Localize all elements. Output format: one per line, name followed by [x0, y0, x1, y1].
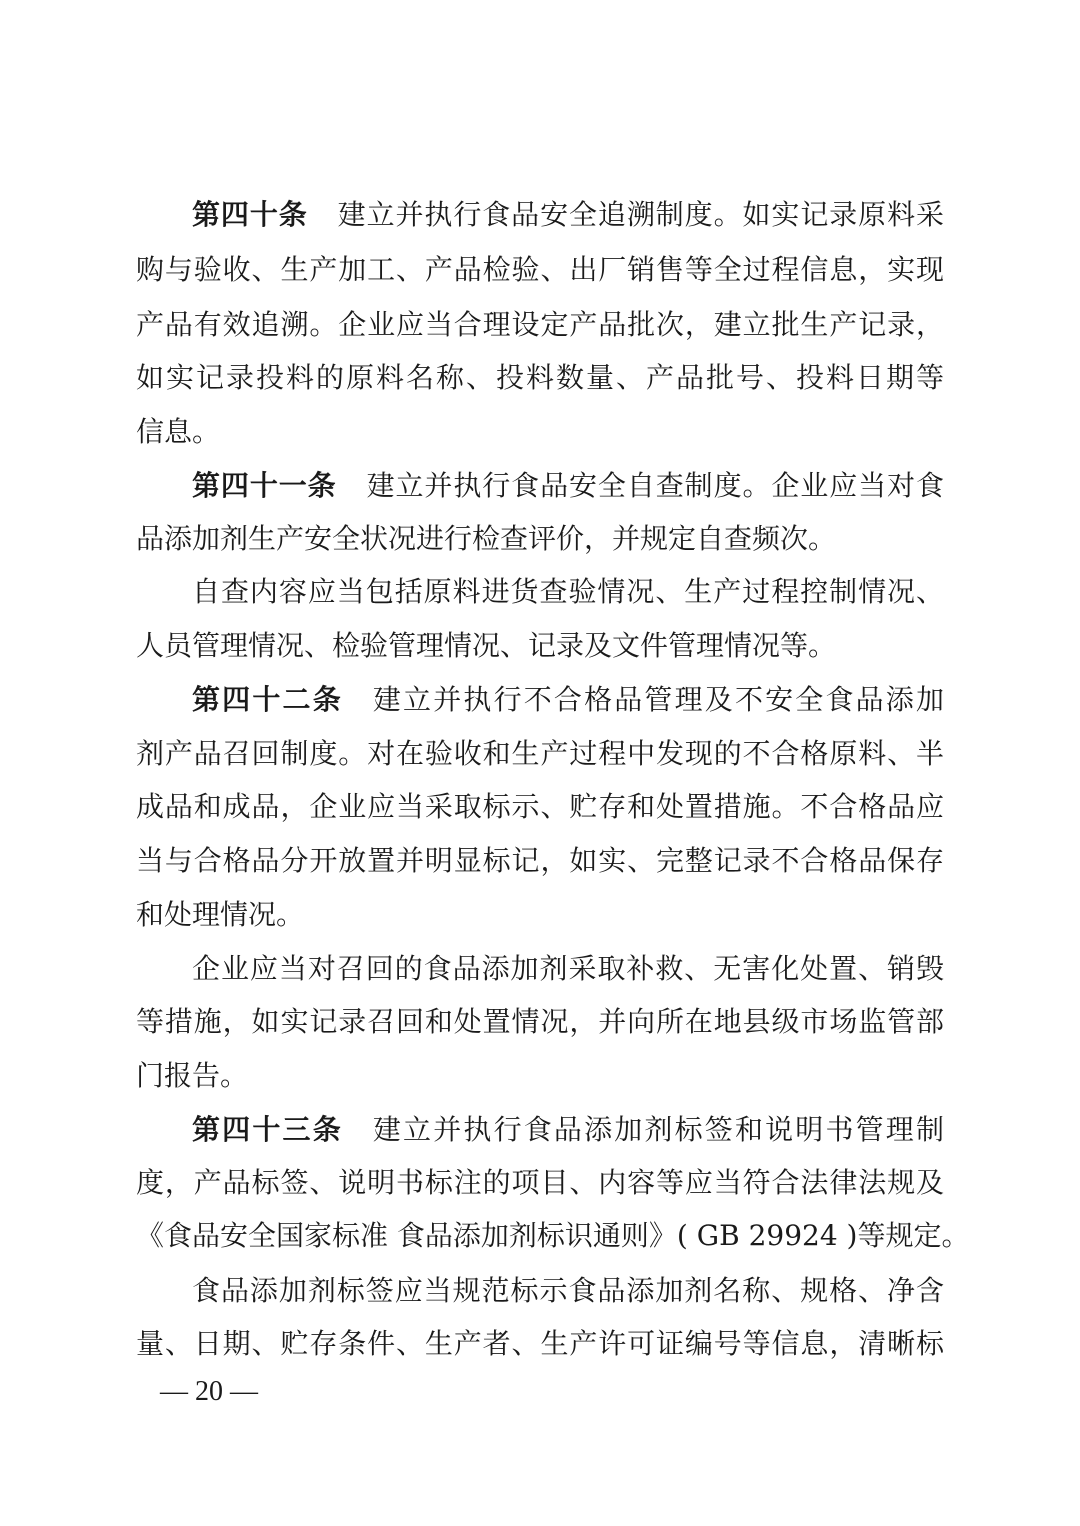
article-41-label: 第四十一条 [192, 469, 337, 502]
article-41-line-2: 品添加剂生产安全状况进行检查评价，并规定自查频次。 [136, 522, 837, 555]
article-42-line-5: 和处理情况。 [136, 898, 305, 931]
article-42-para-line-2: 等措施，如实记录召回和处置情况，并向所在地县级市场监管部 [136, 1005, 944, 1038]
article-40-line-2: 购与验收、生产加工、产品检验、出厂销售等全过程信息，实现 [136, 253, 944, 286]
article-40-line-3: 产品有效追溯。企业应当合理设定产品批次，建立批生产记录， [136, 308, 944, 341]
article-42-line-1: 第四十二条 建立并执行不合格品管理及不安全食品添加 [192, 683, 944, 716]
article-43-para-line-1: 食品添加剂标签应当规范标示食品添加剂名称、规格、净含 [192, 1274, 944, 1307]
article-40-line-4: 如实记录投料的原料名称、投料数量、产品批号、投料日期等 [136, 361, 944, 394]
article-42-para-line-1: 企业应当对召回的食品添加剂采取补救、无害化处置、销毁 [192, 952, 944, 985]
article-43-para-line-2: 量、日期、贮存条件、生产者、生产许可证编号等信息，清晰标 [136, 1327, 944, 1360]
article-41-line-1: 第四十一条 建立并执行食品安全自查制度。企业应当对食 [192, 469, 944, 502]
article-43-line-1: 第四十三条 建立并执行食品添加剂标签和说明书管理制 [192, 1113, 944, 1146]
article-41-para-line-1: 自查内容应当包括原料进货查验情况、生产过程控制情况、 [192, 575, 944, 608]
article-41-para-line-2: 人员管理情况、检验管理情况、记录及文件管理情况等。 [136, 629, 837, 662]
article-42-label: 第四十二条 [192, 683, 343, 716]
article-42-para-line-3: 门报告。 [136, 1059, 249, 1092]
article-42-line-4: 当与合格品分开放置并明显标记，如实、完整记录不合格品保存 [136, 844, 944, 877]
article-43-label: 第四十三条 [192, 1113, 343, 1146]
article-42-line-3: 成品和成品，企业应当采取标示、贮存和处置措施。不合格品应 [136, 790, 944, 823]
article-42-line-2: 剂产品召回制度。对在验收和生产过程中发现的不合格原料、半 [136, 737, 944, 770]
article-40-label: 第四十条 [192, 198, 308, 231]
page-number: — 20 — [160, 1376, 258, 1407]
article-40-line-1: 第四十条 建立并执行食品安全追溯制度。如实记录原料采 [192, 198, 944, 231]
article-43-line-3: 《食品安全国家标准 食品添加剂标识通则》( GB 29924 )等规定。 [136, 1219, 970, 1252]
article-40-line-5: 信息。 [136, 415, 221, 448]
article-43-line-2: 度，产品标签、说明书标注的项目、内容等应当符合法律法规及 [136, 1166, 944, 1199]
